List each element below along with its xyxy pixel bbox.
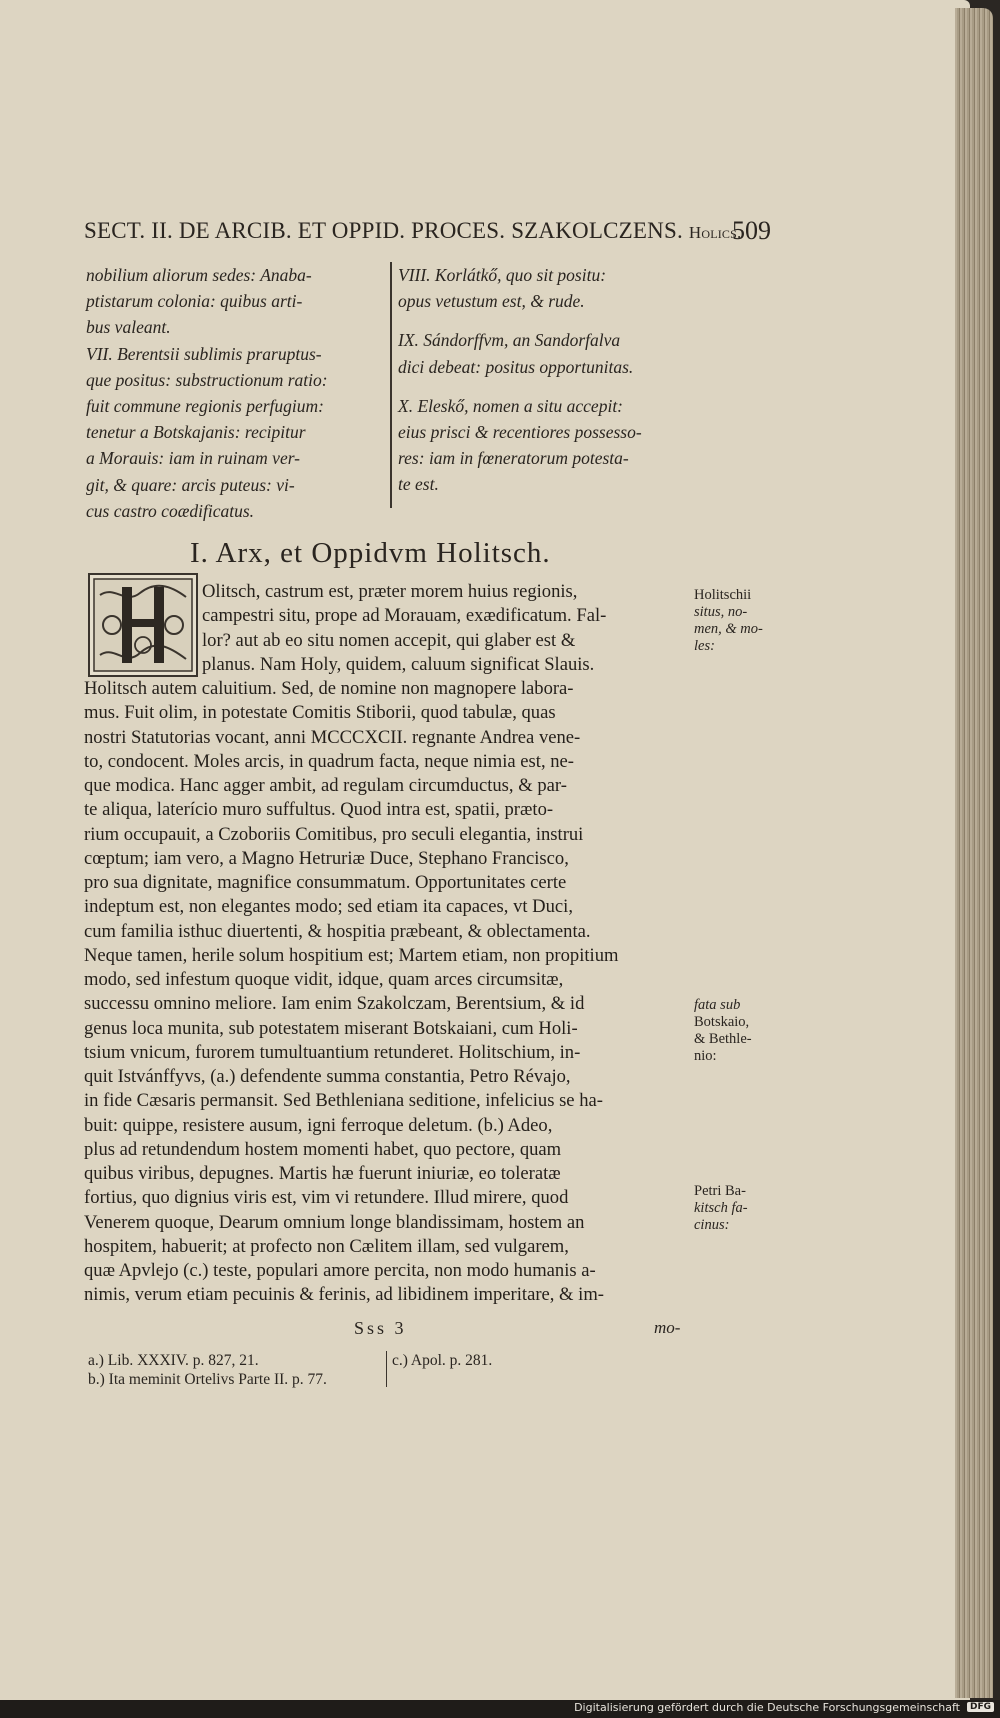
footnotes-left <box>88 1351 327 1389</box>
footnotes-right <box>392 1351 492 1370</box>
marginal-line: nio: <box>694 1048 717 1064</box>
body-line: lor? aut ab eo situ nomen accepit, qui glaber est & <box>202 629 576 651</box>
body-line: planus. Nam Holy, quidem, caluum significat Slauis. <box>202 653 595 675</box>
running-short: Holics. <box>688 223 742 242</box>
signature-mark: Sss 3 <box>354 1318 407 1338</box>
body-line: pro sua dignitate, magnifice consummatum. Opportunitates certe <box>84 872 567 893</box>
footnote-divider <box>386 1351 387 1387</box>
summary-block <box>398 327 693 379</box>
body-line: in fide Cæsaris permansit. Sed Bethleniana seditione, infelicius se ha- <box>84 1090 603 1112</box>
body-line: to, condocent. Moles arcis, in quadrum facta, neque nimia est, ne- <box>84 750 574 772</box>
summary-line: VIII. Korlátkő, quo sit positu: <box>398 265 607 285</box>
dfg-logo: DFG <box>967 1702 994 1712</box>
marginal-line: kitsch fa- <box>694 1200 748 1216</box>
body-line: quit Istvánffyvs, (a.) defendente summa constantia, Petro Révajo, <box>84 1066 571 1087</box>
summary-right-column <box>398 262 693 498</box>
footnote: c.) Apol. p. 281. <box>392 1352 493 1369</box>
body-line: modo, sed infestum quoque vidit, idque, quam arces circumsitæ, <box>84 969 564 990</box>
summary-line: X. Eleskő, nomen a situ accepit: <box>398 395 624 416</box>
marginal-line: men, & mo- <box>694 621 763 637</box>
body-line: tsium vnicum, furorem tumultuantium retunderet. Holitschium, in- <box>84 1041 581 1063</box>
body-line: Venerem quoque, Dearum omnium longe blandissimam, hostem an <box>84 1211 585 1233</box>
marginal-line: fata sub <box>694 997 741 1013</box>
marginal-line: cinus: <box>694 1217 730 1233</box>
footnote: a.) Lib. XXXIV. p. 827, 21. <box>88 1352 259 1369</box>
body-line: successu omnino meliore. Iam enim Szakolczam, Berentsium, & id <box>84 993 585 1015</box>
marginal-line: les: <box>694 638 715 654</box>
summary-left-column <box>86 262 386 524</box>
marginal-line: Holitschii <box>694 587 752 603</box>
summary-line: opus vetustum est, & rude. <box>398 291 585 312</box>
body-line: cœptum; iam vero, a Magno Hetruriæ Duce, Stephano Francisco, <box>84 847 569 869</box>
body-line: nostri Statutorias vocant, anni MCCCXCII. regnante Andrea vene- <box>84 726 581 748</box>
body-line: que modica. Hanc agger ambit, ad regulam circumductus, & par- <box>84 775 567 796</box>
summary-line: tenetur a Botskajanis: recipitur <box>86 422 306 443</box>
body-line: cum familia isthuc diuertenti, & hospitia præbeant, & oblectamenta. <box>84 920 591 942</box>
page-number: 509 <box>732 216 771 245</box>
running-header <box>84 218 774 244</box>
body-line: quibus viribus, depugnes. Martis hæ fuerunt iniuriæ, eo toleratæ <box>84 1163 561 1184</box>
footer-credit: Digitalisierung gefördert durch die Deutsche Forschungsgemeinschaft <box>574 1701 960 1714</box>
body-line: campestri situ, prope ad Morauam, exædificatum. Fal- <box>202 605 607 627</box>
body-line: buit: quippe, resistere ausum, igni ferroque deletum. (b.) Adeo, <box>84 1114 553 1136</box>
marginal-note <box>694 997 752 1065</box>
body-text <box>84 580 684 1308</box>
summary-line: te est. <box>398 474 439 495</box>
footnote: b.) Ita meminit Ortelivs Parte II. p. 77. <box>88 1371 327 1388</box>
body-line: quæ Apvlejo (c.) teste, populari amore percita, non modo humanis a- <box>84 1260 596 1281</box>
digitization-footer <box>0 1700 1000 1718</box>
body-line: hospitem, habuerit; at profecto non Cælitem illam, sed vulgarem, <box>84 1235 569 1257</box>
body-line: genus loca munita, sub potestatem miserant Botskaiani, cum Holi- <box>84 1017 578 1039</box>
summary-block <box>86 341 386 524</box>
summary-line: git, & quare: arcis puteus: vi- <box>86 474 295 495</box>
summary-block <box>398 393 693 498</box>
summary-block <box>398 262 693 314</box>
marginal-line: Botskaio, <box>694 1014 750 1030</box>
body-line: te aliqua, laterício muro suffultus. Quod intra est, spatii, præto- <box>84 799 554 821</box>
summary-line: res: iam in fœneratorum potesta- <box>398 448 629 469</box>
summary-line: IX. Sándorffvm, an Sandorfalva <box>398 330 621 351</box>
body-line: Olitsch, castrum est, præter morem huius regionis, <box>202 581 578 602</box>
marginal-line: situs, no- <box>694 604 748 620</box>
summary-line: fuit commune regionis perfugium: <box>86 396 325 417</box>
page-edges <box>955 8 993 1698</box>
body-line: mus. Fuit olim, in potestate Comitis Stiborii, quod tabulæ, quas <box>84 702 556 724</box>
marginal-line: Petri Ba- <box>694 1183 746 1199</box>
running-title: SECT. II. DE ARCIB. ET OPPID. PROCES. SZAKOLCZENS. <box>84 218 683 243</box>
summary-line: ptistarum colonia: quibus arti- <box>86 291 303 312</box>
summary-block <box>86 262 386 341</box>
summary-line: VII. Berentsii sublimis praruptus- <box>86 343 322 364</box>
body-line: Holitsch autem caluitium. Sed, de nomine non magnopere labora- <box>84 678 574 699</box>
summary-line: nobilium aliorum sedes: Anaba- <box>86 265 312 285</box>
marginal-note <box>694 587 763 655</box>
body-line: indeptum est, non elegantes modo; sed etiam ita capaces, vt Duci, <box>84 896 573 918</box>
summary-line: cus castro coædificatus. <box>86 500 255 521</box>
body-line: Neque tamen, herile solum hospitium est; Martem etiam, non propitium <box>84 944 619 966</box>
summary-line: eius prisci & recentiores possesso- <box>398 422 642 443</box>
column-rule <box>390 262 392 508</box>
marginal-note <box>694 1183 748 1234</box>
body-line: plus ad retundendum hostem momenti habet, quo pectore, quam <box>84 1138 562 1160</box>
body-line: nimis, verum etiam pecuinis & ferinis, ad libidinem imperitare, & im- <box>84 1284 604 1306</box>
body-line: rium occupauit, a Czoboriis Comitibus, pro seculi elegantia, instrui <box>84 823 584 845</box>
marginal-line: & Bethle- <box>694 1031 752 1047</box>
summary-line: dici debeat: positus opportunitas. <box>398 356 634 377</box>
summary-line: a Morauis: iam in ruinam ver- <box>86 448 301 469</box>
section-title: I. Arx, et Oppidvm Holitsch. <box>190 537 551 569</box>
summary-line: bus valeant. <box>86 317 171 338</box>
body-line: fortius, quo dignius viris est, vim vi retundere. Illud mirere, quod <box>84 1187 569 1209</box>
catchword: mo- <box>654 1318 681 1337</box>
summary-line: que positus: substructionum ratio: <box>86 369 328 390</box>
